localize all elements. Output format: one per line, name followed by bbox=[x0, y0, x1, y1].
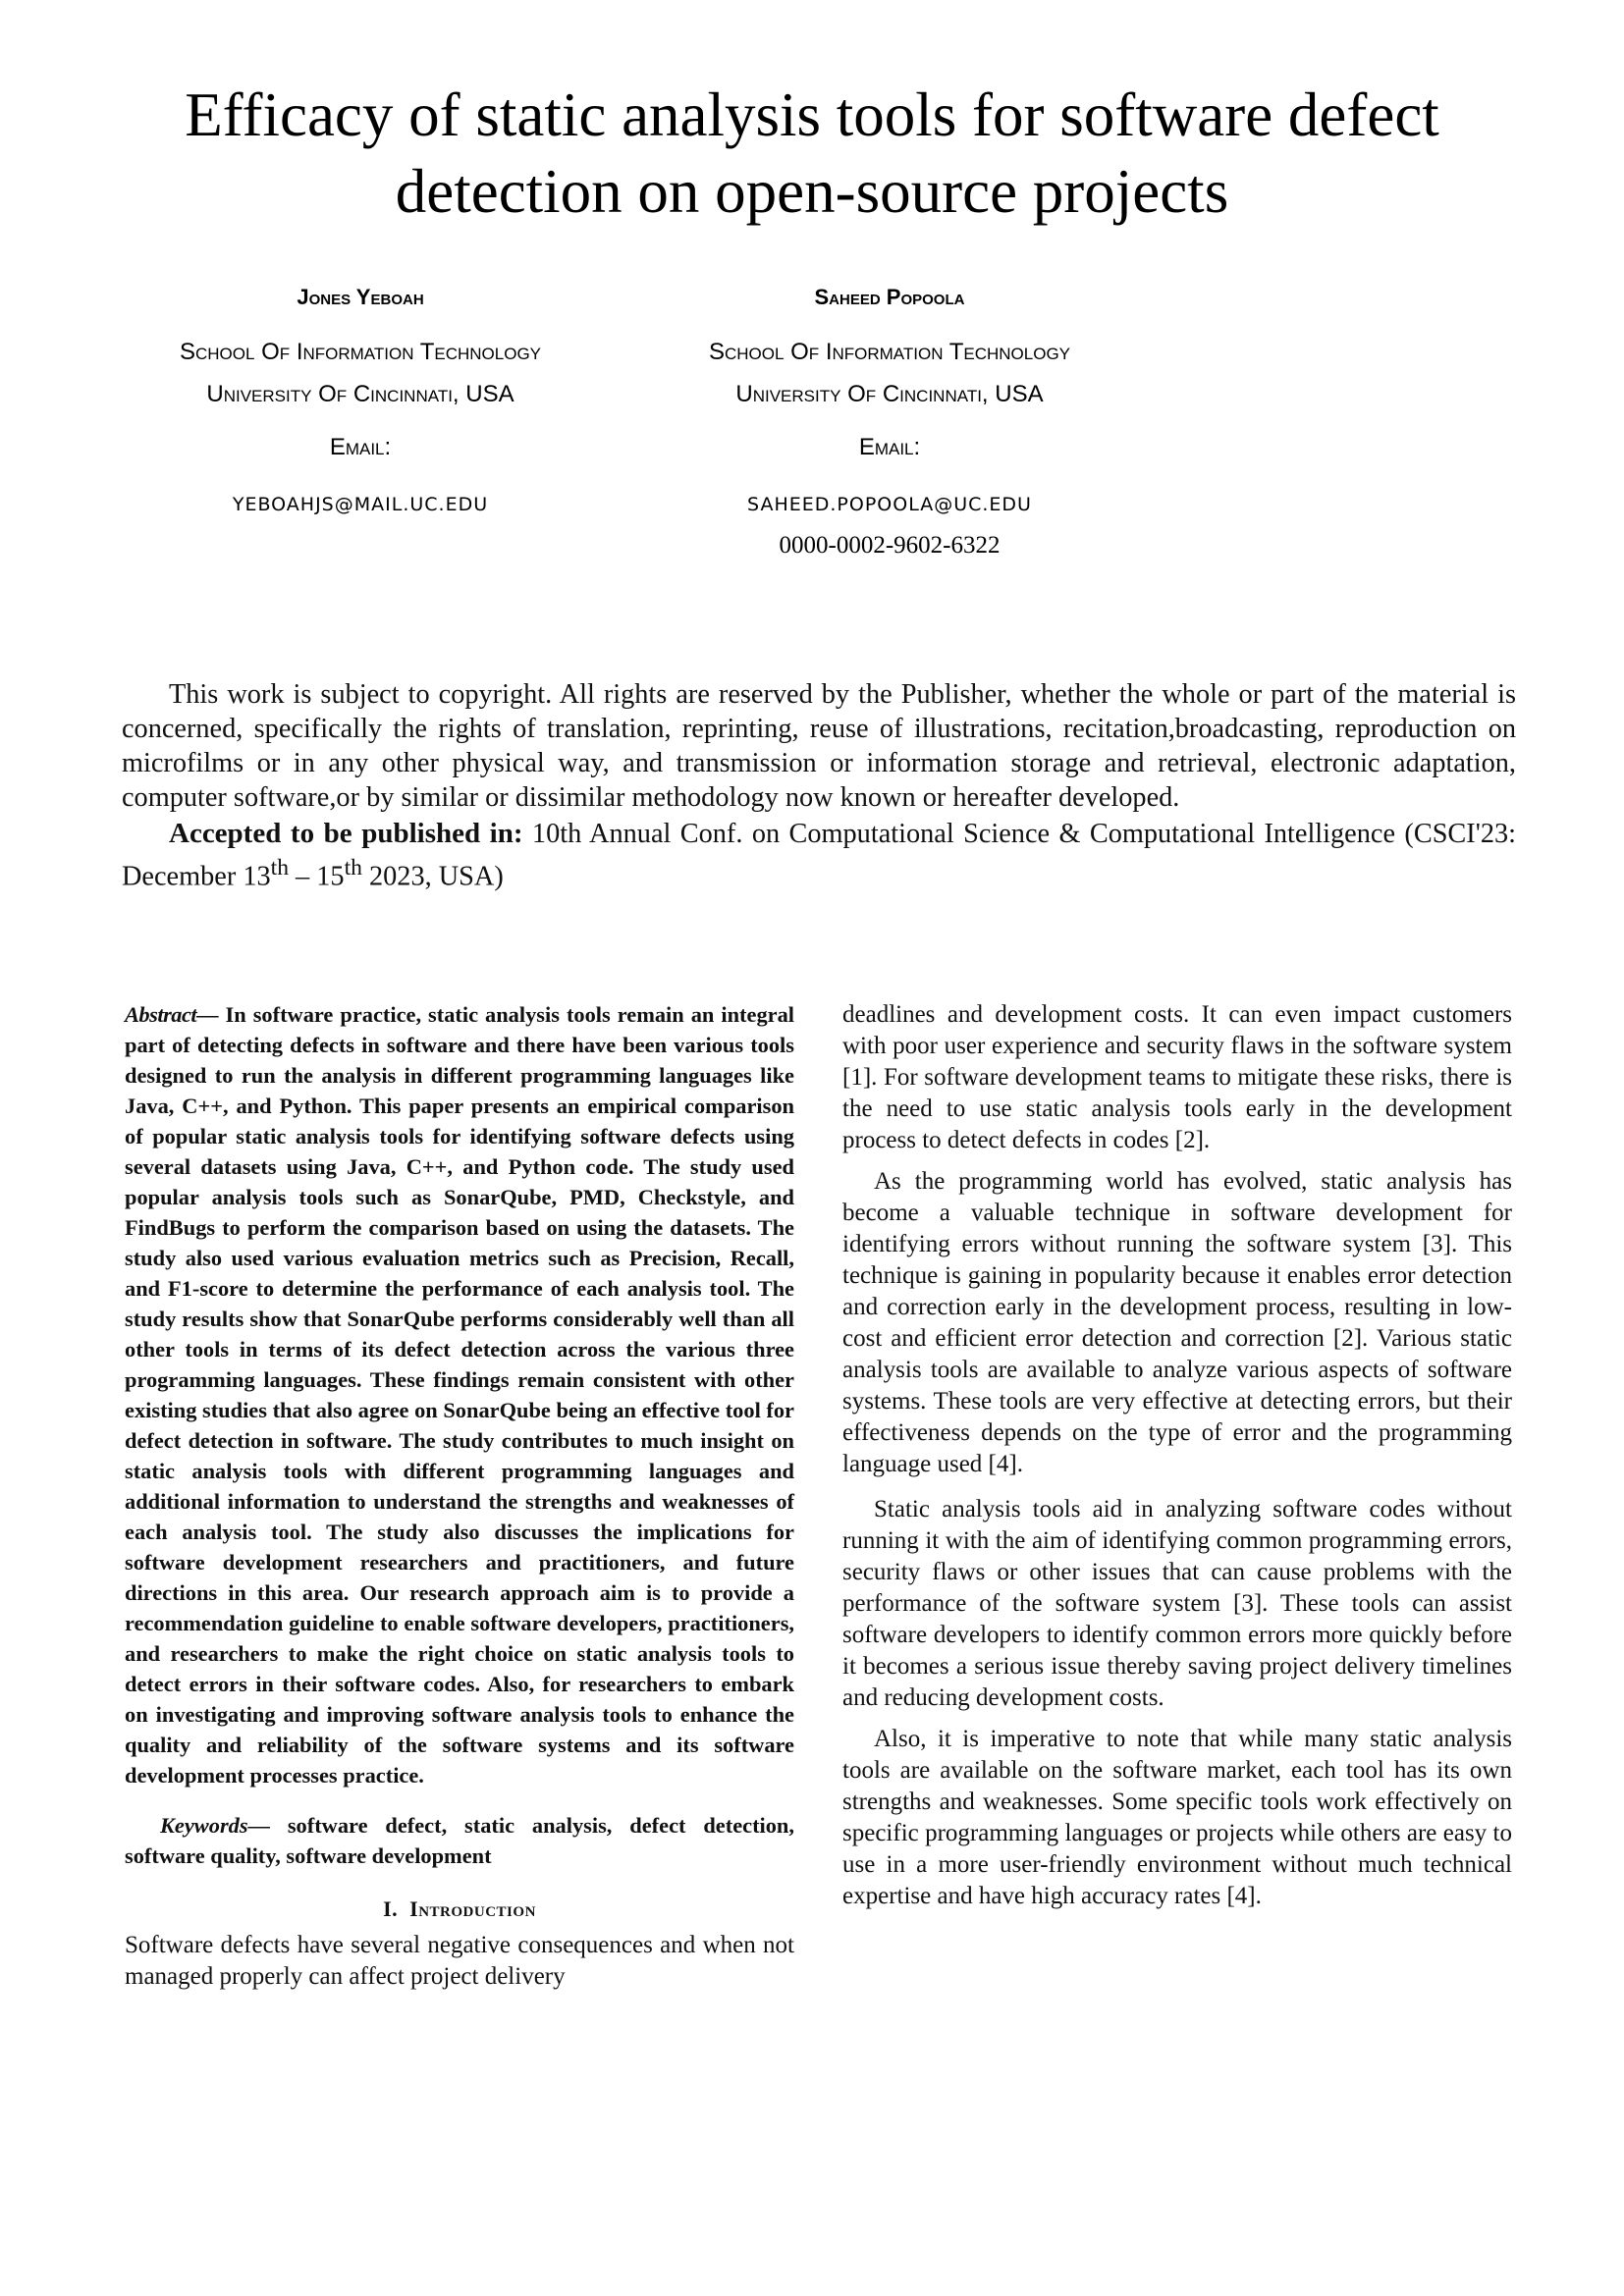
section-title: Introduction bbox=[409, 1896, 536, 1921]
author-name: Jones Yeboah bbox=[297, 285, 424, 309]
author-email[interactable]: YEBOAHJS@MAIL.UC.EDU bbox=[232, 494, 489, 515]
author-name: Saheed Popoola bbox=[814, 285, 965, 309]
author-affiliation-line-2: University Of Cincinnati, USA bbox=[735, 381, 1044, 407]
acceptance-sup-1: th bbox=[270, 855, 289, 881]
author-orcid: 0000-0002-9602-6322 bbox=[779, 532, 1001, 559]
author-email-label: Email: bbox=[858, 434, 921, 460]
abstract-dash: — bbox=[196, 1002, 226, 1027]
keywords-text: software defect, static analysis, defect detection, software quality, software development bbox=[125, 1813, 794, 1868]
left-column bbox=[125, 999, 794, 1993]
author-affiliation-line-1: School Of Information Technology bbox=[708, 339, 1071, 365]
paper-title-line-2: detection on open-source projects bbox=[395, 157, 1229, 226]
acceptance-note bbox=[122, 817, 1516, 893]
introduction-paragraph-1-continued: deadlines and development costs. It can even impact customers with poor user experience and security flaws in the software system [1]. For software development teams to mitigate these risks, there is the need to use static analysis tools early in the development process to detect defects in codes [2]. bbox=[842, 1001, 1512, 1153]
acceptance-sup-2: th bbox=[344, 855, 362, 881]
acceptance-year: 2023, USA) bbox=[361, 861, 504, 892]
right-column bbox=[842, 999, 1512, 1922]
keywords-label: Keywords— bbox=[160, 1813, 270, 1838]
abstract-label: Abstract bbox=[125, 1002, 197, 1027]
abstract bbox=[125, 999, 794, 1790]
paper-title-line-1: Efficacy of static analysis tools for software defect bbox=[185, 80, 1439, 149]
acceptance-label: Accepted to be published in: bbox=[169, 818, 523, 849]
copyright-notice-block bbox=[122, 677, 1516, 893]
introduction-paragraph-1: Software defects have several negative consequences and when not managed properly can affect project delivery bbox=[125, 1932, 794, 1990]
paper-title bbox=[59, 77, 1565, 230]
author-email-label: Email: bbox=[329, 434, 392, 460]
acceptance-venue: 10th Annual Conf. on Computational Science & Computational Intelligence (CSCI'23: December 13 bbox=[122, 819, 1516, 892]
section-heading-introduction bbox=[125, 1896, 794, 1922]
acceptance-date-range: – 15 bbox=[288, 861, 345, 892]
section-number: I. bbox=[383, 1896, 399, 1921]
author-email[interactable]: SAHEED.POPOOLA@UC.EDU bbox=[747, 494, 1032, 515]
author-affiliation-line-1: School Of Information Technology bbox=[179, 339, 542, 365]
copyright-notice: This work is subject to copyright. All rights are reserved by the Publisher, whether the whole or part of the material is concerned, specifically the rights of translation, reprinting, reuse of illustrations, recitation,broadcasting, reproduction on microfilms or in any other physical way, and transmission or information storage and retrieval, electronic adaptation, computer software,or by similar or dissimilar methodology now known or hereafter developed. bbox=[122, 679, 1516, 813]
keywords bbox=[125, 1810, 794, 1871]
abstract-text: In software practice, static analysis tools remain an integral part of detecting defects in software and there have been various tools designed to run the analysis in different programming languages like Java, C++, and Python. This paper presents an empirical comparison of popular static analysis tools for identifying software defects using several datasets using Java, C++, and Python code. The study used popular analysis tools such as SonarQube, PMD, Checkstyle, and FindBugs to perform the comparison based on using the datasets. The study also used various evaluation metrics such as Precision, Recall, and F1-score to determine the performance of each analysis tool. The study results show that SonarQube performs considerably well than all other tools in terms of its defect detection across the various three programming languages. These findings remain consistent with other existing studies that also agree on SonarQube being an effective tool for defect detection in software. The study contributes to much insight on static analysis tools with different programming languages and additional information to understand the strengths and weaknesses of each analysis tool. The study also discusses the implications for software development researchers and practitioners, and future directions in this area. Our research approach aim is to provide a recommendation guideline to enable software developers, practitioners, and researchers to make the right choice on static analysis tools to detect errors in their software codes. Also, for researchers to embark on investigating and improving software analysis tools to enhance the quality and reliability of the software systems and its software development processes practice. bbox=[125, 1002, 794, 1788]
introduction-paragraph-3: Static analysis tools aid in analyzing software codes without running it with the aim of identifying common programming errors, security flaws or other issues that can cause problems with the performance of the software system [3]. These tools can assist software developers to identify common errors more quickly before it becomes a serious issue thereby saving project delivery timelines and reducing development costs. bbox=[842, 1496, 1512, 1711]
introduction-paragraph-2: As the programming world has evolved, static analysis has become a valuable technique in software development for identifying errors without running the software system [3]. This technique is gaining in popularity because it enables error detection and correction early in the development process, resulting in low-cost and efficient error detection and correction [2]. Various static analysis tools are available to analyze various aspects of software systems. These tools are very effective at detecting errors, but their effectiveness depends on the type of error and the programming language used [4]. bbox=[842, 1168, 1512, 1477]
introduction-paragraph-4: Also, it is imperative to note that while many static analysis tools are available on the software market, each tool has its own strengths and weaknesses. Some specific tools work effectively on specific programming languages or projects while others are easy to use in a more user-friendly environment without much technical expertise and have high accuracy rates [4]. bbox=[842, 1726, 1512, 1909]
author-affiliation-line-2: University Of Cincinnati, USA bbox=[206, 381, 514, 407]
